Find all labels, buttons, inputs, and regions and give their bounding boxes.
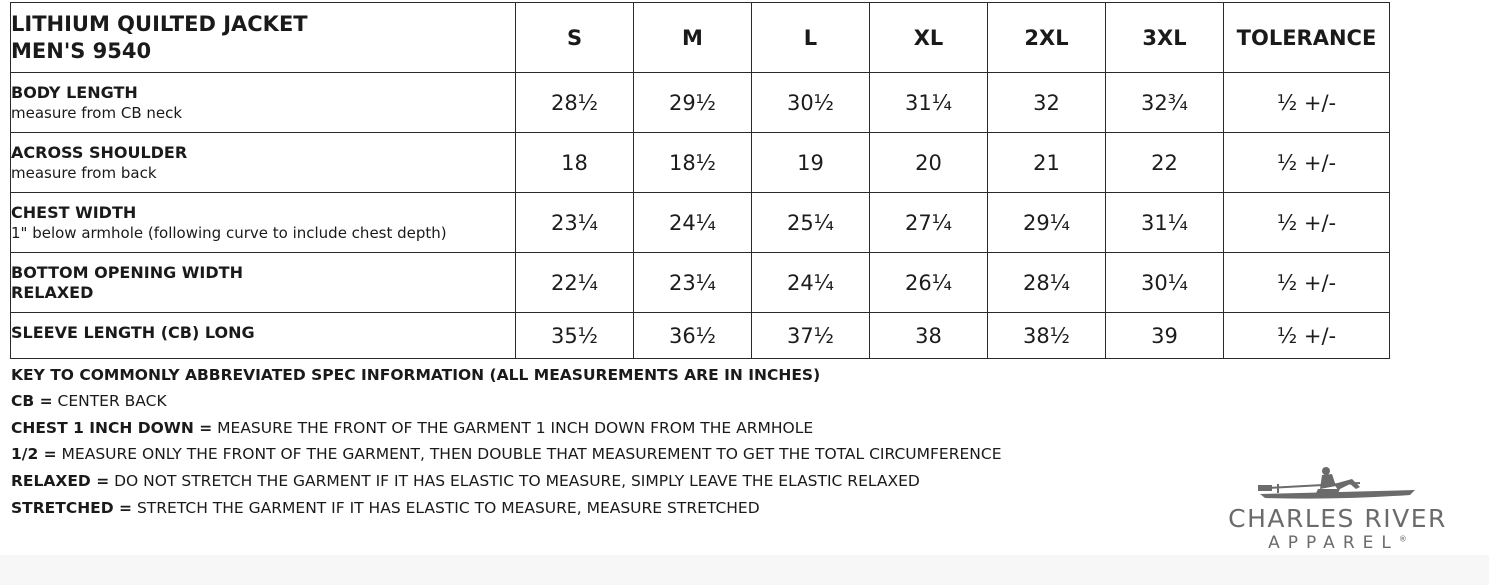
table-cell: 29½ (634, 73, 752, 133)
column-header-l: L (752, 3, 870, 73)
key-term: CHEST 1 INCH DOWN = (11, 419, 213, 437)
table-row (11, 253, 1390, 313)
table-cell: 18 (516, 133, 634, 193)
page-footer-band (0, 555, 1489, 585)
key-item (11, 472, 920, 490)
row-name: BODY LENGTH (11, 82, 138, 102)
tolerance-cell: ½ +/- (1224, 73, 1390, 133)
key-definition: STRETCH THE GARMENT IF IT HAS ELASTIC TO MEASURE, MEASURE STRETCHED (132, 499, 760, 517)
column-header-m: M (634, 3, 752, 73)
table-cell: 26¼ (870, 253, 988, 313)
table-cell: 37½ (752, 313, 870, 359)
table-cell: 20 (870, 133, 988, 193)
table-cell: 31¼ (870, 73, 988, 133)
table-cell: 28¼ (988, 253, 1106, 313)
table-cell: 18½ (634, 133, 752, 193)
table-row (11, 73, 1390, 133)
table-cell: 36½ (634, 313, 752, 359)
key-term: CB = (11, 392, 53, 410)
table-row (11, 313, 1390, 359)
product-style-number: MEN'S 9540 (11, 38, 152, 63)
tolerance-cell: ½ +/- (1224, 253, 1390, 313)
size-spec-table (10, 2, 1390, 359)
brand-name: CHARLES RIVER (1228, 504, 1447, 533)
table-cell: 31¼ (1106, 193, 1224, 253)
row-name: ACROSS SHOULDER (11, 142, 188, 162)
table-cell: 32 (988, 73, 1106, 133)
row-label-body-length (11, 73, 516, 133)
key-definition: DO NOT STRETCH THE GARMENT IF IT HAS ELASTIC TO MEASURE, SIMPLY LEAVE THE ELASTIC RELAXED (109, 472, 920, 490)
brand-subname (1210, 533, 1465, 553)
column-header-2xl: 2XL (988, 3, 1106, 73)
key-definition: CENTER BACK (52, 392, 167, 410)
table-cell: 23¼ (634, 253, 752, 313)
tolerance-cell: ½ +/- (1224, 313, 1390, 359)
tolerance-cell: ½ +/- (1224, 193, 1390, 253)
key-definition: MEASURE THE FRONT OF THE GARMENT 1 INCH DOWN FROM THE ARMHOLE (212, 419, 814, 437)
tolerance-cell: ½ +/- (1224, 133, 1390, 193)
table-header-row (11, 3, 1390, 73)
rower-icon (1210, 462, 1465, 506)
table-cell: 38 (870, 313, 988, 359)
row-name: BOTTOM OPENING WIDTH (11, 262, 243, 282)
row-label-across-shoulder (11, 133, 516, 193)
table-cell: 22¼ (516, 253, 634, 313)
row-label-bottom-opening-width (11, 253, 516, 313)
row-label-sleeve-length (11, 313, 516, 359)
brand-logo (1210, 462, 1465, 554)
key-item (11, 419, 813, 437)
key-heading (11, 366, 820, 384)
table-cell: 27¼ (870, 193, 988, 253)
key-item (11, 392, 167, 410)
table-cell: 35½ (516, 313, 634, 359)
key-term: 1/2 = (11, 445, 57, 463)
key-definition: MEASURE ONLY THE FRONT OF THE GARMENT, THEN DOUBLE THAT MEASUREMENT TO GET THE TOTAL CIRCUMFERENCE (56, 445, 1002, 463)
table-cell: 22 (1106, 133, 1224, 193)
table-row (11, 133, 1390, 193)
registered-mark: ® (1398, 534, 1407, 544)
table-cell: 28½ (516, 73, 634, 133)
key-term: STRETCHED = (11, 499, 133, 517)
table-cell: 19 (752, 133, 870, 193)
column-header-xl: XL (870, 3, 988, 73)
key-item (11, 499, 760, 517)
row-name: CHEST WIDTH (11, 202, 137, 222)
table-cell: 23¼ (516, 193, 634, 253)
table-cell: 32¾ (1106, 73, 1224, 133)
row-note: 1" below armhole (following curve to include chest depth) (11, 223, 447, 242)
brand-subname-text: APPAREL (1268, 533, 1399, 553)
row-name: SLEEVE LENGTH (CB) LONG (11, 323, 255, 342)
table-cell: 24¼ (752, 253, 870, 313)
row-note: RELAXED (11, 282, 94, 302)
column-header-tolerance: TOLERANCE (1224, 3, 1390, 73)
table-cell: 30¼ (1106, 253, 1224, 313)
row-note: measure from CB neck (11, 103, 183, 122)
table-cell: 30½ (752, 73, 870, 133)
row-label-chest-width (11, 193, 516, 253)
key-item (11, 445, 1002, 463)
row-note: measure from back (11, 163, 157, 182)
table-row (11, 193, 1390, 253)
table-cell: 39 (1106, 313, 1224, 359)
key-term: RELAXED = (11, 472, 110, 490)
key-heading-text: KEY TO COMMONLY ABBREVIATED SPEC INFORMATION (ALL MEASUREMENTS ARE IN INCHES) (11, 366, 821, 384)
table-cell: 21 (988, 133, 1106, 193)
product-name: LITHIUM QUILTED JACKET (11, 11, 308, 36)
table-cell: 38½ (988, 313, 1106, 359)
column-header-s: S (516, 3, 634, 73)
product-title-cell (11, 3, 516, 73)
table-cell: 25¼ (752, 193, 870, 253)
table-cell: 29¼ (988, 193, 1106, 253)
table-cell: 24¼ (634, 193, 752, 253)
column-header-3xl: 3XL (1106, 3, 1224, 73)
